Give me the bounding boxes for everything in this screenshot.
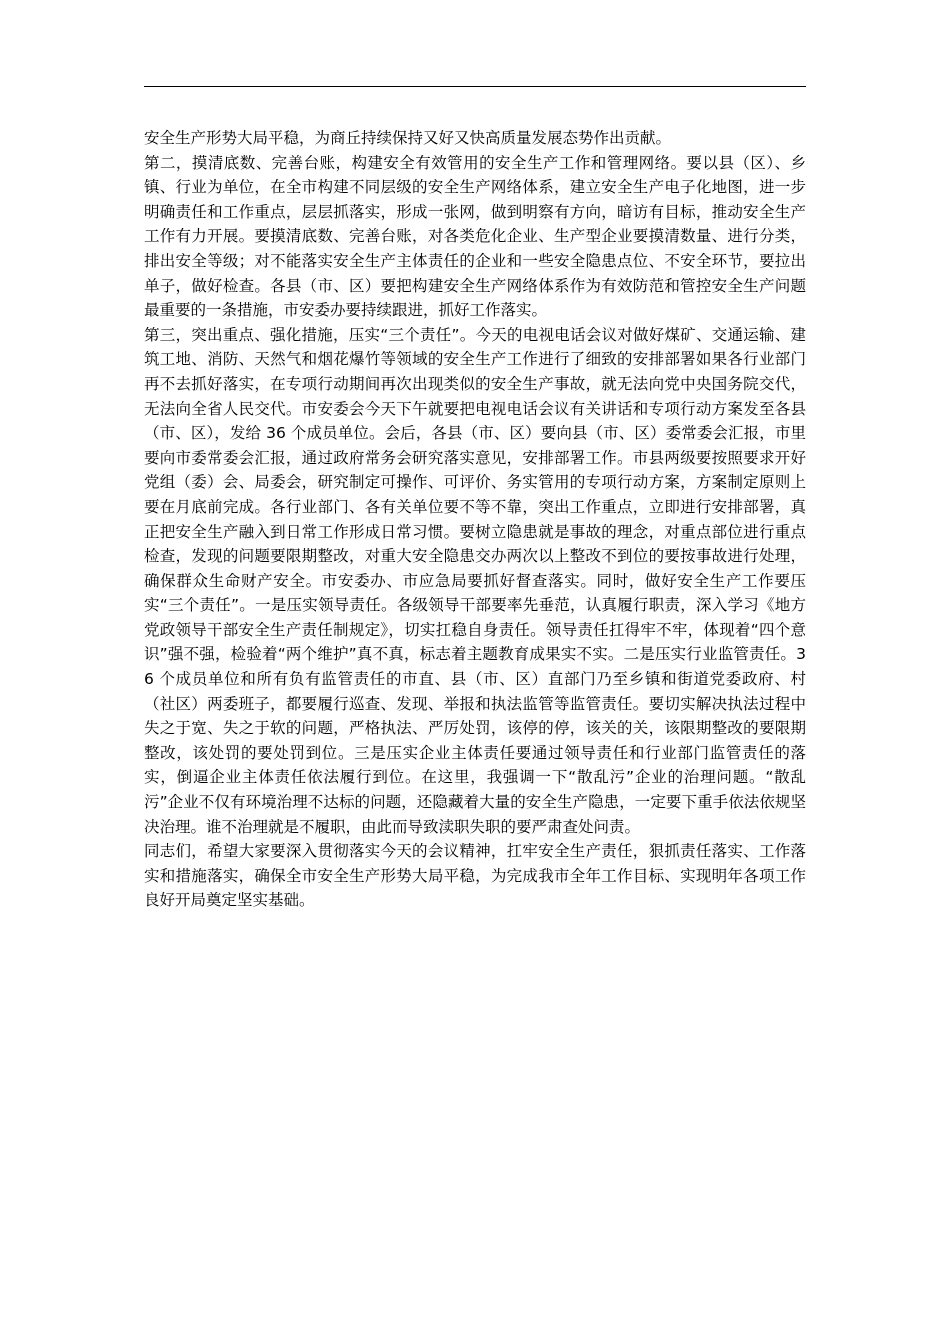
paragraph-continuation: 安全生产形势大局平稳，为商丘持续保持又好又快高质量发展态势作出贡献。 [144,129,672,147]
paragraph-second-point: 第二，摸清底数、完善台账，构建安全有效管用的安全生产工作和管理网络。要以县（区）、乡镇、行业为单位，在全市构建不同层级的安全生产网络体系，建立安全生产电子化地图，进一步明确责任和工作重点，层层抓落实，形成一张网，做到明察有方向，暗访有目标，推动安全生产工作有力开展。要摸清底数、完善台账，对各类危化企业、生产型企业要摸清数量、进行分类，排出安全等级；对不能落实安全生产主体责任的企业和一些安全隐患点位、不安全环节，要拉出单子，做好检查。各县（市、区）要把构建安全生产网络体系作为有效防范和管控安全生产问题最重要的一条措施，市安委办要持续跟进，抓好工作落实。 [144,153,806,320]
body-text [144,126,806,913]
paragraph-third-point: 第三，突出重点、强化措施，压实“三个责任”。今天的电视电话会议对做好煤矿、交通运输、建筑工地、消防、天然气和烟花爆竹等领域的安全生产工作进行了细致的安排部署如果各行业部门再不去抓好落实，在专项行动期间再次出现类似的安全生产事故，就无法向党中央国务院交代，无法向全省人民交代。市安委会今天下午就要把电视电话会议有关讲话和专项行动方案发至各县（市、区），发给 36 个成员单位。会后，各县（市、区）要向县（市、区）委常委会汇报，市里要向市委常委会汇报，通过政府常务会研究落实意见，安排部署工作。市县两级要按照要求开好党组（委）会、局委会，研究制定可操作、可评价、务实管用的专项行动方案，方案制定原则上要在月底前完成。各行业部门、各有关单位要不等不靠，突出工作重点，立即进行安排部署，真正把安全生产融入到日常工作形成日常习惯。要树立隐患就是事故的理念，对重点部位进行重点检查，发现的问题要限期整改，对重大安全隐患交办两次以上整改不到位的要按事故进行处理，确保群众生命财产安全。市安委办、市应急局要抓好督查落实。同时，做好安全生产工作要压实“三个责任”。一是压实领导责任。各级领导干部要率先垂范，认真履行职责，深入学习《地方党政领导干部安全生产责任制规定》，切实扛稳自身责任。领导责任扛得牢不牢，体现着“四个意识”强不强，检验着“两个维护”真不真，标志着主题教育成果实不实。二是压实行业监管责任。36 个成员单位和所有负有监管责任的市直、县（市、区）直部门乃至乡镇和街道党委政府、村（社区）两委班子，都要履行巡查、发现、举报和执法监管等监管责任。要切实解决执法过程中失之于宽、失之于软的问题，严格执法、严厉处罚，该停的停，该关的关，该限期整改的要限期整改，该处罚的要处罚到位。三是压实企业主体责任要通过领导责任和行业部门监管责任的落实，倒逼企业主体责任依法履行到位。在这里，我强调一下“散乱污”企业的治理问题。“散乱污”企业不仅有环境治理不达标的问题，还隐藏着大量的安全生产隐患，一定要下重手依法依规坚决治理。谁不治理就是不履职，由此而导致渎职失职的要严肃查处问责。 [144,325,806,836]
header-rule [144,86,806,87]
paragraph-closing: 同志们，希望大家要深入贯彻落实今天的会议精神，扛牢安全生产责任，狠抓责任落实、工作落实和措施落实，确保全市安全生产形势大局平稳，为完成我市全年工作目标、实现明年各项工作良好开局奠定坚实基础。 [144,842,806,910]
